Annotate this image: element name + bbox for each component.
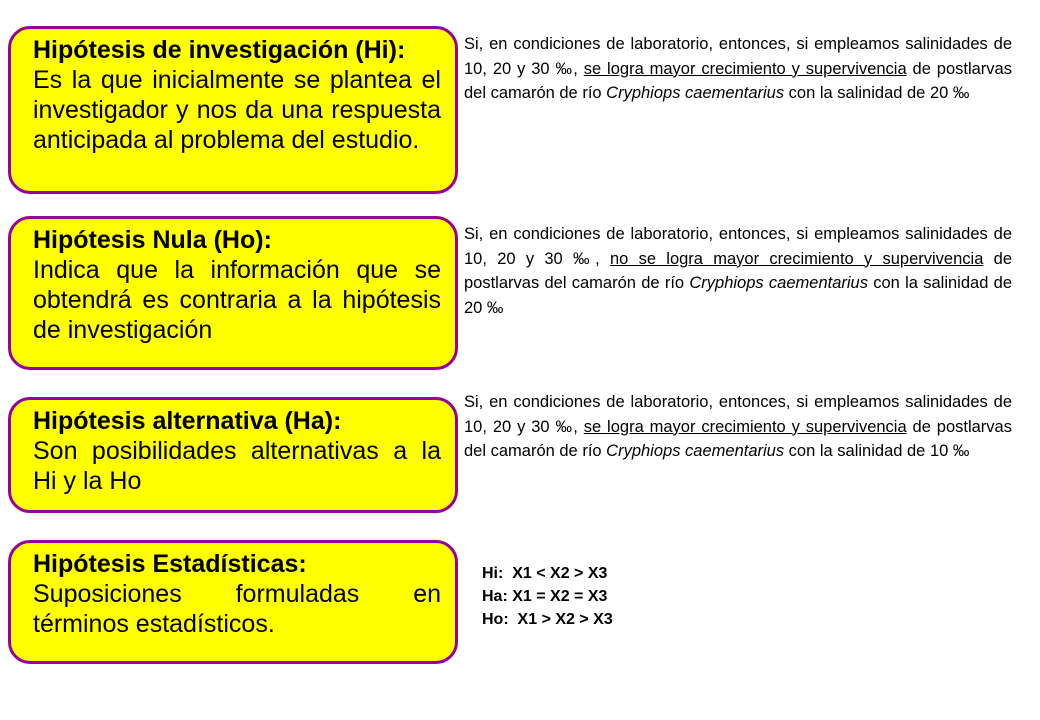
hypothesis-title: Hipótesis Estadísticas: — [33, 550, 307, 578]
hypothesis-box-statistical — [8, 540, 458, 664]
example-text: con la salinidad de 10 ‰ — [784, 442, 970, 460]
hypothesis-example — [464, 390, 1012, 464]
example-underlined-text: se logra mayor crecimiento y supervivencia — [583, 417, 907, 436]
hypothesis-box-investigation — [8, 26, 458, 194]
example-underlined-text: se logra mayor crecimiento y supervivencia — [583, 59, 907, 78]
example-text: Si, en condiciones de laboratorio, entonces, si empleamos salinidades de 10, 20 y 30 ‰, — [464, 393, 1012, 436]
hypothesis-example — [464, 32, 1012, 106]
statistic-hi: Hi: X1 < X2 > X3 — [482, 565, 608, 582]
hypothesis-title: Hipótesis alternativa (Ha): — [33, 407, 342, 435]
hypothesis-definition: Son posibilidades alternativas a la Hi y la Ho — [33, 437, 441, 495]
hypothesis-box-alternative — [8, 397, 458, 513]
hypothesis-box-null — [8, 216, 458, 370]
hypothesis-definition: Suposiciones formuladas en términos estadísticos. — [33, 580, 441, 638]
species-name: Cryphiops caementarius — [606, 442, 785, 460]
example-text: de postlarvas del camarón de río — [464, 59, 1012, 102]
example-text: con la salinidad de 20 ‰ — [784, 84, 970, 102]
hypothesis-example — [464, 222, 1012, 320]
statistic-ha: Ha: X1 = X2 = X3 — [482, 588, 608, 605]
hypothesis-title: Hipótesis Nula (Ho): — [33, 226, 272, 254]
statistical-hypotheses — [482, 562, 613, 631]
statistic-ho: Ho: X1 > X2 > X3 — [482, 611, 613, 628]
example-underlined-text: no se logra mayor crecimiento y supervivencia — [609, 249, 984, 268]
example-text: de postlarvas del camarón de río — [464, 249, 1012, 292]
hypothesis-definition: Indica que la información que se obtendrá es contraria a la hipótesis de investigación — [33, 256, 441, 344]
example-text: con la salinidad de 20 ‰ — [464, 274, 1012, 317]
example-text: de postlarvas del camarón de río — [464, 417, 1012, 460]
hypothesis-title: Hipótesis de investigación (Hi): — [33, 36, 406, 64]
species-name: Cryphiops caementarius — [689, 274, 868, 292]
example-text: Si, en condiciones de laboratorio, entonces, si empleamos salinidades de 10, 20 y 30 ‰, — [464, 225, 1012, 268]
hypothesis-definition: Es la que inicialmente se plantea el investigador y nos da una respuesta anticipada al problema del estudio. — [33, 66, 441, 154]
example-text: Si, en condiciones de laboratorio, entonces, si empleamos salinidades de 10, 20 y 30 ‰, — [464, 35, 1012, 78]
species-name: Cryphiops caementarius — [606, 84, 785, 102]
